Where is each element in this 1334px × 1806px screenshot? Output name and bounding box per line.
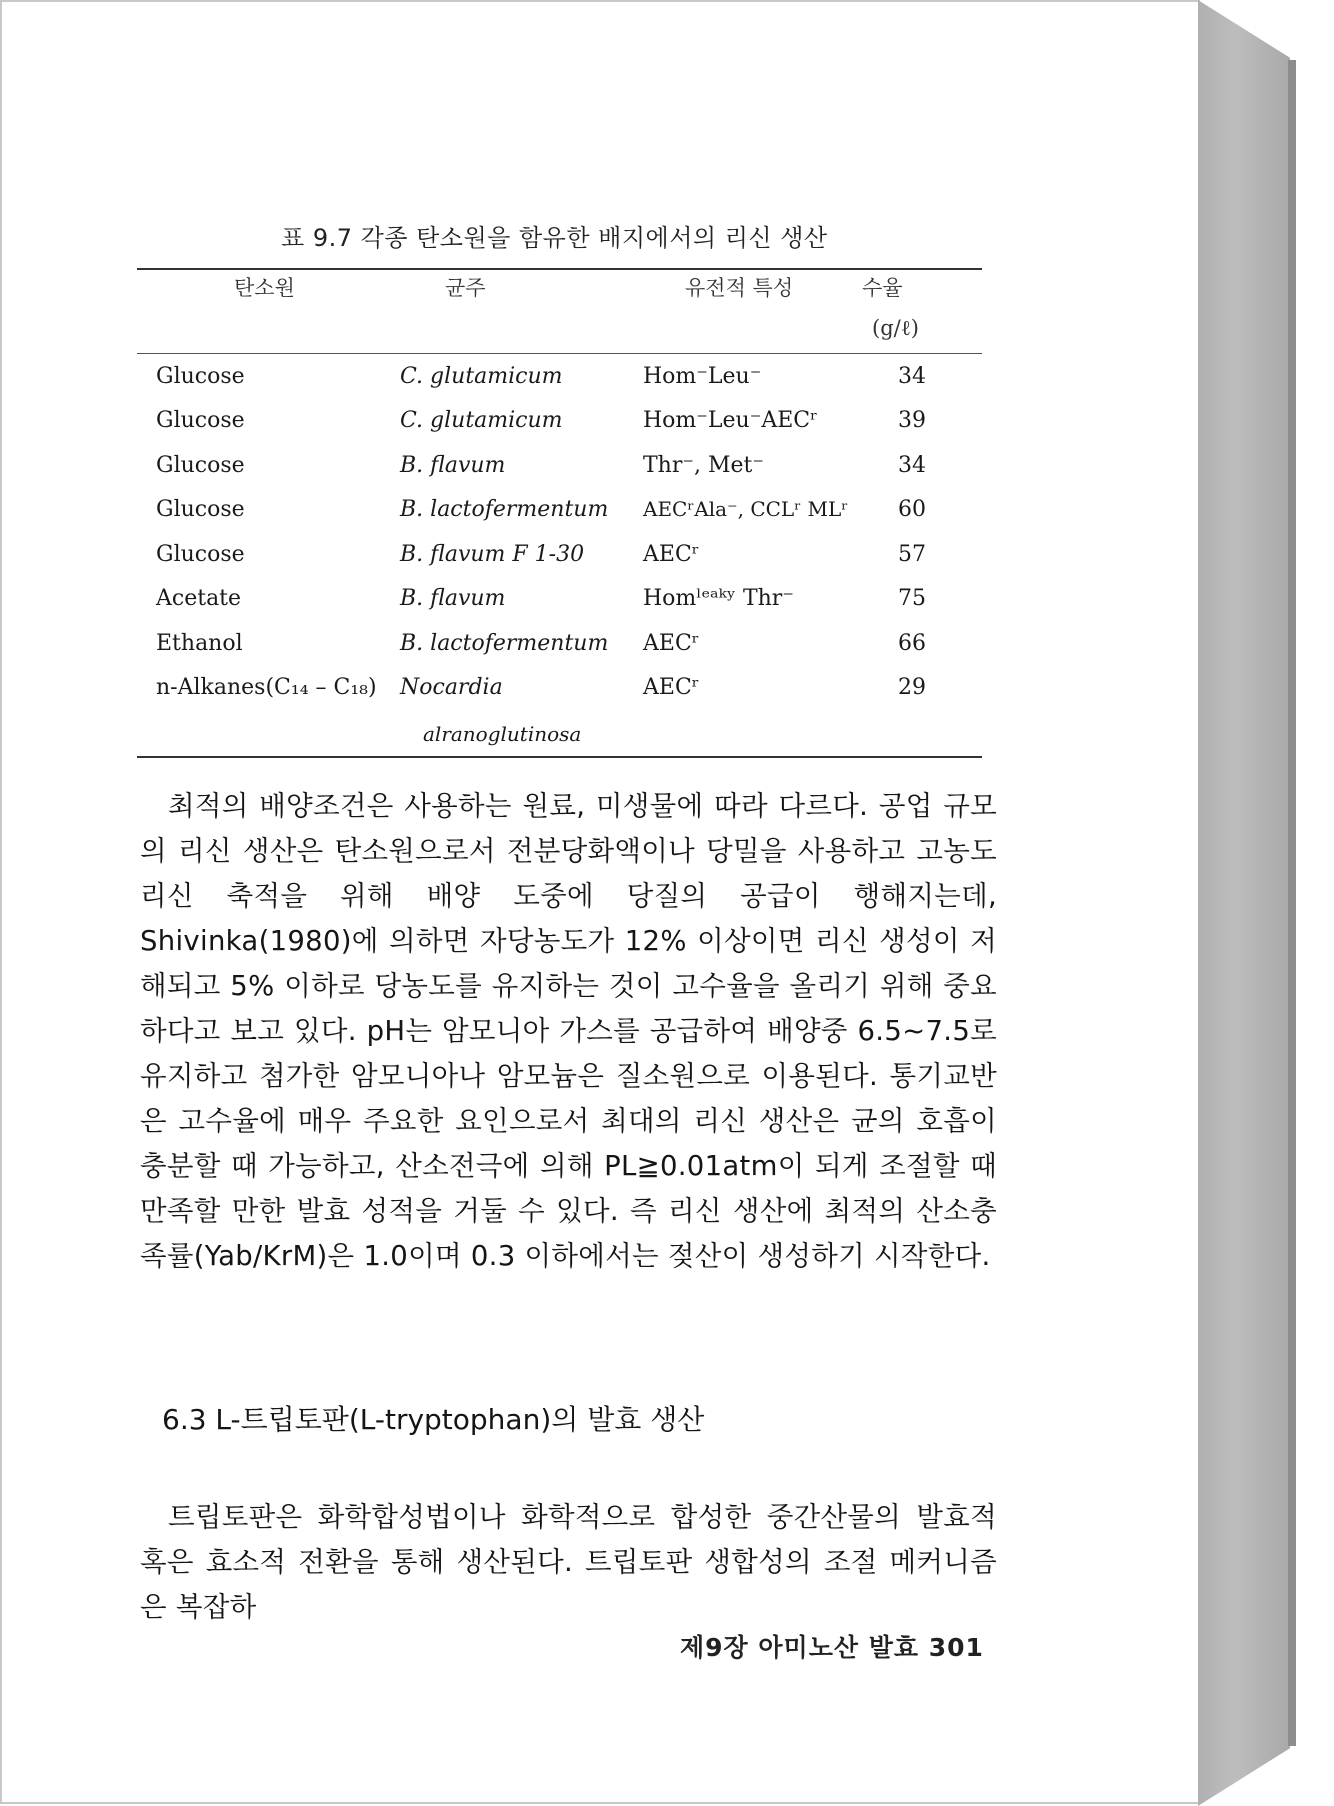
row-7-traits: AECʳ — [643, 631, 700, 656]
table-caption: 표 9.7 각종 탄소원을 함유한 배지에서의 리신 생산 — [281, 224, 828, 252]
page-stack-edge — [1198, 0, 1290, 1806]
row-4-strain: B. lactofermentum — [400, 497, 609, 522]
row-2-strain: C. glutamicum — [400, 408, 563, 433]
table-top-rule — [137, 268, 982, 270]
row-3-strain: B. flavum — [400, 453, 506, 478]
row-8-strain-continuation: alranoglutinosa — [423, 722, 582, 746]
row-4-traits: AECʳAla⁻, CCLʳ MLʳ — [643, 497, 849, 521]
header-strain: 균주 — [445, 276, 486, 300]
page-stack-shadow — [1288, 60, 1296, 1746]
row-7-yield: 66 — [898, 631, 926, 656]
header-carbon-source: 탄소원 — [234, 276, 295, 300]
row-2-traits: Hom⁻Leu⁻AECʳ — [643, 408, 818, 433]
row-1-carbon: Glucose — [156, 364, 245, 389]
row-6-yield: 75 — [898, 586, 926, 611]
row-7-carbon: Ethanol — [156, 631, 243, 656]
row-8-traits: AECʳ — [643, 675, 700, 700]
row-5-yield: 57 — [898, 542, 926, 567]
row-1-strain: C. glutamicum — [400, 364, 563, 389]
row-8-carbon: n-Alkanes(C₁₄ – C₁₈) — [156, 675, 377, 700]
header-genetic-traits: 유전적 특성 — [685, 276, 794, 300]
running-footer: 제9장 아미노산 발효 301 — [680, 1633, 984, 1662]
row-4-carbon: Glucose — [156, 497, 245, 522]
row-3-yield: 34 — [898, 453, 926, 478]
row-5-carbon: Glucose — [156, 542, 245, 567]
row-1-traits: Hom⁻Leu⁻ — [643, 364, 762, 389]
row-4-yield: 60 — [898, 497, 926, 522]
row-8-yield: 29 — [898, 675, 926, 700]
row-2-carbon: Glucose — [156, 408, 245, 433]
row-5-strain: B. flavum F 1-30 — [400, 542, 585, 567]
section-heading: 6.3 L-트립토판(L-tryptophan)의 발효 생산 — [162, 1403, 705, 1436]
row-6-traits: Homˡᵉᵃᵏʸ Thr⁻ — [643, 586, 794, 611]
row-6-strain: B. flavum — [400, 586, 506, 611]
row-3-traits: Thr⁻, Met⁻ — [643, 453, 764, 478]
header-yield: 수율 — [862, 276, 903, 300]
table-header-rule — [137, 353, 982, 354]
table-bottom-rule — [137, 756, 982, 758]
row-7-strain: B. lactofermentum — [400, 631, 609, 656]
row-5-traits: AECʳ — [643, 542, 700, 567]
row-8-strain: Nocardia — [400, 675, 503, 700]
row-3-carbon: Glucose — [156, 453, 245, 478]
row-6-carbon: Acetate — [156, 586, 242, 611]
body-paragraph-2: 트립토판은 화학합성법이나 화학적으로 합성한 중간산물의 발효적 혹은 효소적 전환을 통해 생산된다. 트립토판 생합성의 조절 메커니즘은 복잡하 — [140, 1501, 997, 1623]
row-1-yield: 34 — [898, 364, 926, 389]
body-paragraph-1: 최적의 배양조건은 사용하는 원료, 미생물에 따라 다르다. 공업 규모의 리신 생산은 탄소원으로서 전분당화액이나 당밀을 사용하고 고농도 리신 축적을 위해 배양 도중에 당질의 공급이 행해지는데, Shivinka(1980)에 의하면 자당농도가 12% 이상이면 리신 생성이 저해되고 5% 이하로 당농도를 유지하는 것이 고수율을 올리기 위해 중요하다고 보고 있다. pH는 암모니아 가스를 공급하여 배양중 6.5~7.5로 유지하고 첨가한 암모니아나 암모늄은 질소원으로 이용된다. 통기교반은 고수율에 매우 주요한 요인으로서 최대의 리신 생산은 균의 호흡이 충분할 때 가능하고, 산소전극에 의해 PL≧0.01atm이 되게 조절할 때 만족할 만한 발효 성적을 거둘 수 있다. 즉 리신 생산에 최적의 산소충족률(Yab/KrM)은 1.0이며 0.3 이하에서는 젖산이 생성하기 시작한다. — [140, 790, 997, 1272]
header-yield-unit: (g/ℓ) — [872, 316, 919, 340]
row-2-yield: 39 — [898, 408, 926, 433]
